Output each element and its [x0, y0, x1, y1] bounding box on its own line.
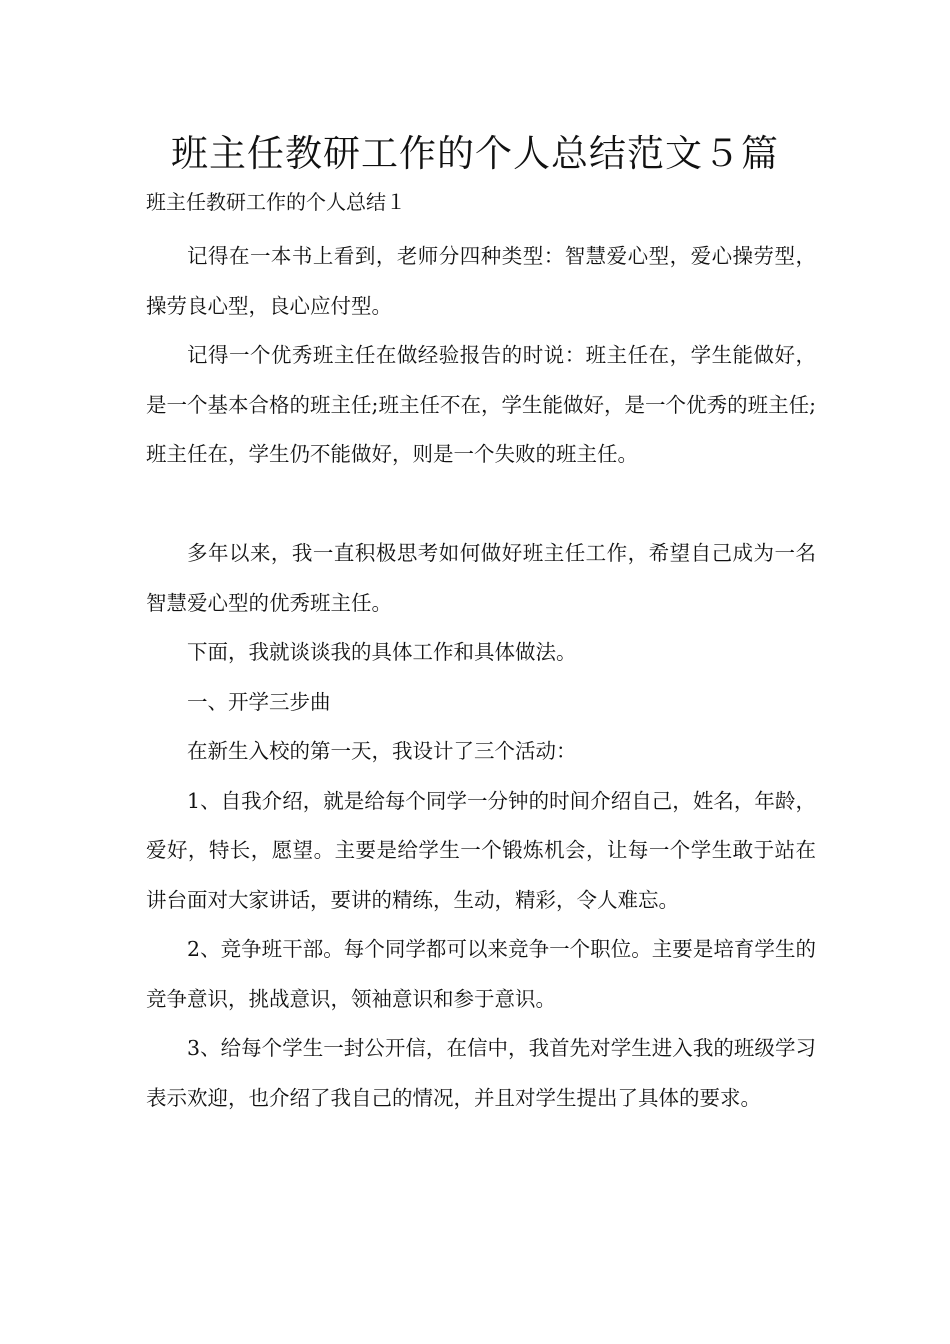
- paragraph: 记得一个优秀班主任在做经验报告的时说：班主任在，学生能做好，是一个基本合格的班主任;班主任不在，学生能做好，是一个优秀的班主任;班主任在，学生仍不能做好，则是一个失败的班主任。: [146, 343, 816, 466]
- list-item: 1、自我介绍，就是给每个同学一分钟的时间介绍自己，姓名，年龄，爱好，特长，愿望。主要是给学生一个锻炼机会，让每一个学生敢于站在讲台面对大家讲话，要讲的精练，生动，精彩，令人难忘。: [146, 788, 816, 912]
- list-item: 3、给每个学生一封公开信，在信中，我首先对学生进入我的班级学习表示欢迎，也介绍了我自己的情况，并且对学生提出了具体的要求。: [146, 1036, 816, 1110]
- paragraph-spacer: [146, 480, 816, 530]
- document-body: [146, 232, 816, 1123]
- list-item: 2、竞争班干部。每个同学都可以来竞争一个职位。主要是培育学生的竞争意识，挑战意识，领袖意识和参于意识。: [146, 937, 816, 1011]
- paragraph: 下面，我就谈谈我的具体工作和具体做法。: [187, 640, 577, 664]
- document-title: 班主任教研工作的个人总结范文５篇: [171, 132, 779, 175]
- paragraph: 多年以来，我一直积极思考如何做好班主任工作，希望自己成为一名智慧爱心型的优秀班主任。: [146, 541, 816, 615]
- section-heading: 一、开学三步曲: [187, 689, 331, 714]
- paragraph: 在新生入校的第一天，我设计了三个活动：: [187, 739, 577, 763]
- paragraph: 记得在一本书上看到，老师分四种类型：智慧爱心型，爱心操劳型，操劳良心型，良心应付型。: [146, 244, 816, 318]
- document-subtitle: 班主任教研工作的个人总结１: [146, 190, 406, 214]
